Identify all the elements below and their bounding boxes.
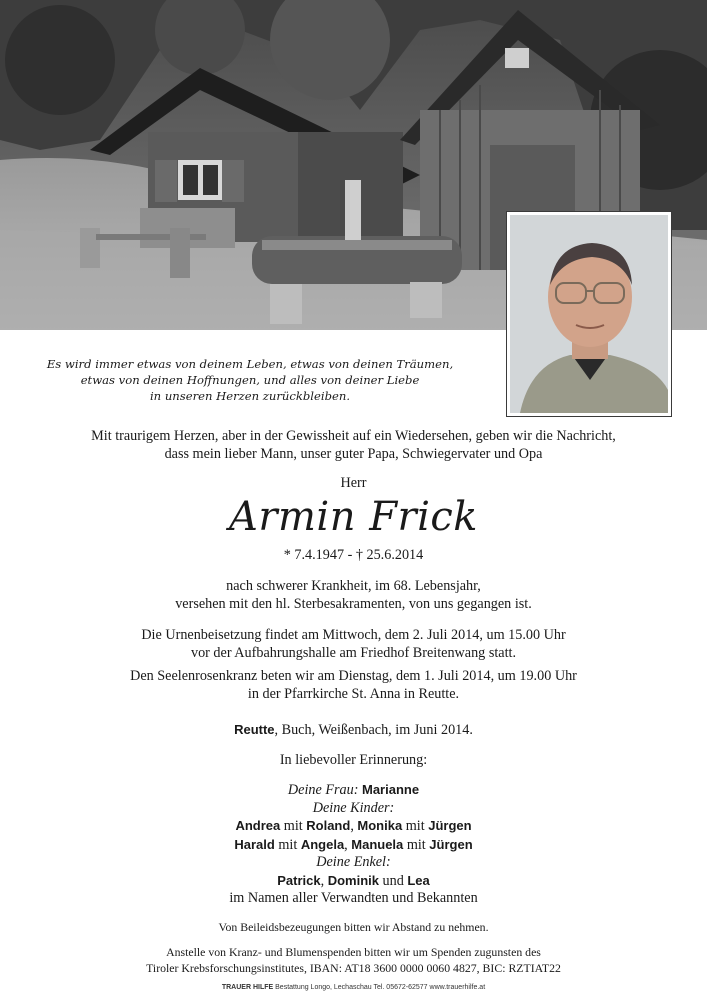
death-note-line: nach schwerer Krankheit, im 68. Lebensjahr,: [226, 578, 481, 594]
portrait-photo: [507, 212, 671, 416]
condolence-note: Von Beileidsbezeugungen bitten wir Abstand zu nehmen.: [218, 920, 489, 934]
place-bold: Reutte: [234, 722, 275, 737]
footer-imprint: [0, 983, 707, 993]
family-member-name: Patrick: [277, 872, 321, 888]
children-line-2: [0, 836, 707, 855]
family-member-name: Lea: [407, 872, 430, 888]
remembrance: In liebevoller Erinnerung:: [279, 752, 428, 768]
family-member-name: Roland: [306, 818, 351, 833]
rosary-line: Den Seelenrosenkranz beten wir am Dienstag, dem 1. Juli 2014, um 19.00 Uhr: [130, 668, 577, 684]
donation-line: Anstelle von Kranz- und Blumenspenden bitten wir um Spenden zugunsten des: [166, 945, 541, 959]
family-member-name: Jürgen: [429, 836, 473, 852]
grandchildren-line: [0, 872, 707, 891]
wife-line: [0, 781, 707, 800]
name-separator: mit: [274, 836, 301, 853]
funeral-line: Die Urnenbeisetzung findet am Mittwoch, dem 2. Juli 2014, um 15.00 Uhr: [141, 627, 566, 643]
donation-info: [0, 944, 707, 976]
name-separator: mit: [402, 818, 429, 834]
funeral-line: vor der Aufbahrungshalle am Friedhof Breitenwang statt.: [190, 644, 517, 661]
name-separator: mit: [403, 836, 430, 853]
intro-line: Mit traurigem Herzen, aber in der Gewissheit auf ein Wiedersehen, geben wir die Nachricht,: [91, 428, 616, 444]
death-note: [0, 578, 707, 613]
life-dates: * 7.4.1947 - † 25.6.2014: [283, 547, 424, 563]
name-separator: ,: [350, 818, 358, 834]
name-separator: ,: [344, 836, 352, 853]
family-member-name: Harald: [234, 836, 275, 852]
footer-text: Bestattung Longo, Lechaschau Tel. 05672-62577 www.trauerhilfe.at: [273, 984, 486, 991]
intro-text: [0, 428, 707, 463]
donation-line: Tiroler Krebsforschungsinstitutes, IBAN: AT18 3600 0000 0060 4827, BIC: RZTIAT22: [146, 961, 561, 975]
grandchildren-label: Deine Enkel:: [316, 854, 391, 870]
place-rest: , Buch, Weißenbach, im Juni 2014.: [274, 722, 473, 738]
children-label: Deine Kinder:: [312, 799, 395, 816]
name-separator: und: [378, 872, 408, 889]
relatives-line: im Namen aller Verwandten und Bekannten: [229, 890, 478, 906]
death-note-line: versehen mit den hl. Sterbesakramenten, von uns gegangen ist.: [175, 595, 532, 612]
rosary-line: in der Pfarrkirche St. Anna in Reutte.: [247, 685, 460, 702]
rosary-info: [0, 668, 707, 703]
poem: [40, 356, 460, 404]
place-date: [0, 721, 707, 740]
footer-brand: TRAUER HILFE: [221, 984, 274, 991]
poem-line: in unseren Herzen zurückbleiben.: [149, 389, 351, 403]
deceased-name: Armin Frick: [228, 494, 478, 540]
children-line-1: [0, 817, 707, 836]
family-member-name: Manuela: [351, 836, 404, 852]
wife-name: Marianne: [362, 782, 420, 797]
funeral-info: [0, 627, 707, 662]
name-separator: ,: [320, 872, 328, 889]
salutation: Herr: [340, 475, 367, 491]
family-member-name: Angela: [300, 836, 345, 852]
poem-line: Es wird immer etwas von deinem Leben, etwas von deinen Träumen,: [46, 357, 454, 371]
wife-label: Deine Frau:: [287, 782, 359, 798]
intro-line: dass mein lieber Mann, unser guter Papa, Schwiegervater und Opa: [164, 445, 543, 462]
family-member-name: Jürgen: [428, 818, 472, 833]
name-separator: mit: [280, 818, 307, 834]
family-member-name: Dominik: [327, 872, 379, 888]
family-member-name: Andrea: [235, 818, 281, 833]
poem-line: etwas von deinen Hoffnungen, und alles von deiner Liebe: [80, 373, 420, 387]
family-list: [0, 781, 707, 908]
family-member-name: Monika: [357, 818, 403, 833]
